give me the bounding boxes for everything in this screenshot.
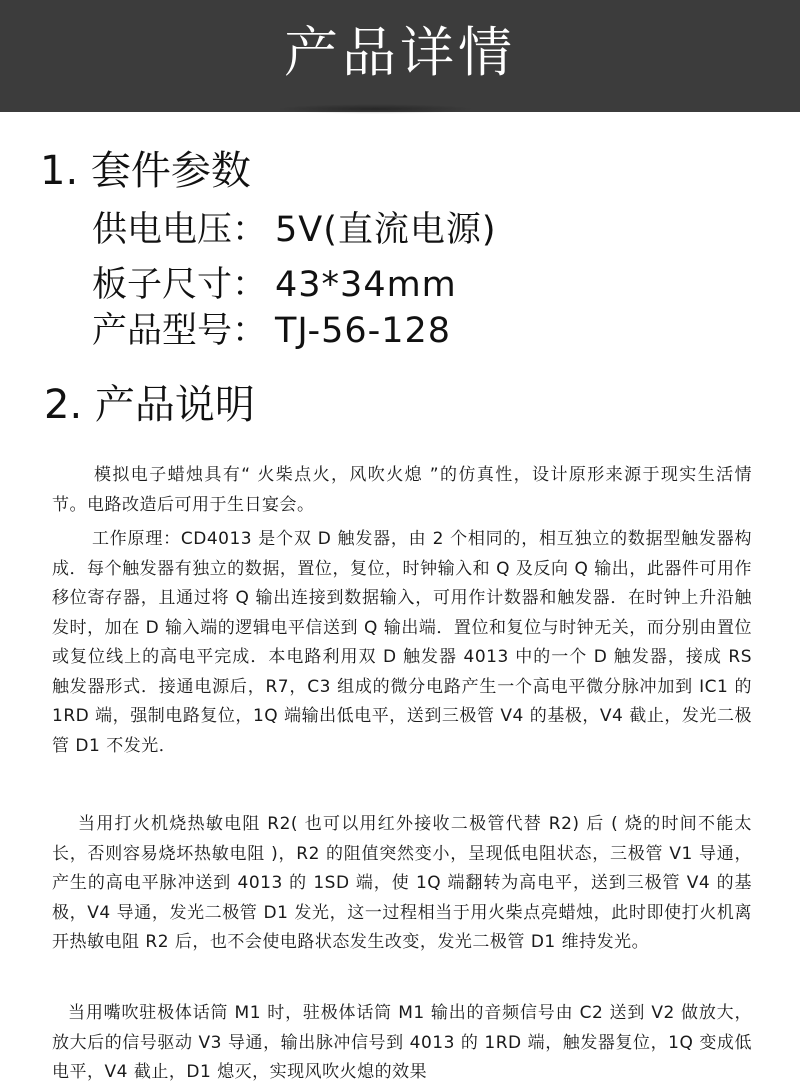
param-row-voltage <box>92 208 497 252</box>
blowing-paragraph <box>52 999 752 1088</box>
param-value: TJ-56-128 <box>275 311 452 351</box>
product-description-heading: 2. 产品说明 <box>44 382 255 428</box>
param-label: 供电电压： <box>92 210 268 250</box>
param-label: 产品型号： <box>92 311 268 351</box>
paragraph-text: 工作原理：CD4013 是个双 D 触发器，由 2 个相同的，相互独立的数据型触发器构成．每个触发器有独立的数据，置位，复位，时钟输入和 Q 及反向 Q 输出，此器件可用作移位寄存器，且通过将 Q 输出连接到数据输入，可用作计数器和触发器．在时钟上升沿触发时，加在 D 输入端的逻辑电平信送到 Q 输出端．置位和复位与时钟无关，而分别由置位或复位线上的高电平完成．本电路利用双 D 触发器 4013 中的一个 D 触发器，接成 RS 触发器形式．接通电源后，R7，C3 组成的微分电路产生一个高电平微分脉冲加到 IC1 的 1RD 端，强制电路复位，1Q 端输出低电平，送到三极管 V4 的基极，V4 截止，发光二极管 D1 不发光． <box>52 529 752 756</box>
description-paragraph <box>52 461 752 520</box>
param-value: 43*34mm <box>275 265 457 305</box>
page-title: 产品详情 <box>284 21 516 84</box>
paragraph-text: 当用嘴吹驻极体话筒 M1 时，驻极体话筒 M1 输出的音频信号由 C2 送到 V2 做放大，放大后的信号驱动 V3 导通，输出脉冲信号到 4013 的 1RD 端，触发器复位，1Q 变成低电平，V4 截止，D1 熄灭，实现风吹火熄的效果 <box>52 1003 752 1082</box>
kit-parameters-heading: 1. 套件参数 <box>40 148 251 194</box>
param-label: 板子尺寸： <box>92 265 268 305</box>
title-shadow <box>275 104 475 114</box>
param-row-board-size <box>92 263 457 307</box>
title-banner <box>0 0 800 112</box>
lighting-paragraph <box>52 810 752 958</box>
param-value: 5V(直流电源) <box>275 210 497 250</box>
paragraph-text: 模拟电子蜡烛具有“ 火柴点火，风吹火熄 ”的仿真性，设计原形来源于现实生活情节。电路改造后可用于生日宴会。 <box>52 465 752 515</box>
paragraph-text: 当用打火机烧热敏电阻 R2( 也可以用红外接收二极管代替 R2) 后 ( 烧的时间不能太长，否则容易烧坏热敏电阻 )，R2 的阻值突然变小，呈现低电阻状态，三极管 V1 导通，产生的高电平脉冲送到 4013 的 1SD 端，使 1Q 端翻转为高电平，送到三极管 V4 的基极，V4 导通，发光二极管 D1 发光，这一过程相当于用火柴点亮蜡烛，此时即使打火机离开热敏电阻 R2 后，也不会使电路状态发生改变，发光二极管 D1 维持发光。 <box>52 814 752 952</box>
working-principle-paragraph <box>52 525 752 761</box>
param-row-model <box>92 309 451 353</box>
